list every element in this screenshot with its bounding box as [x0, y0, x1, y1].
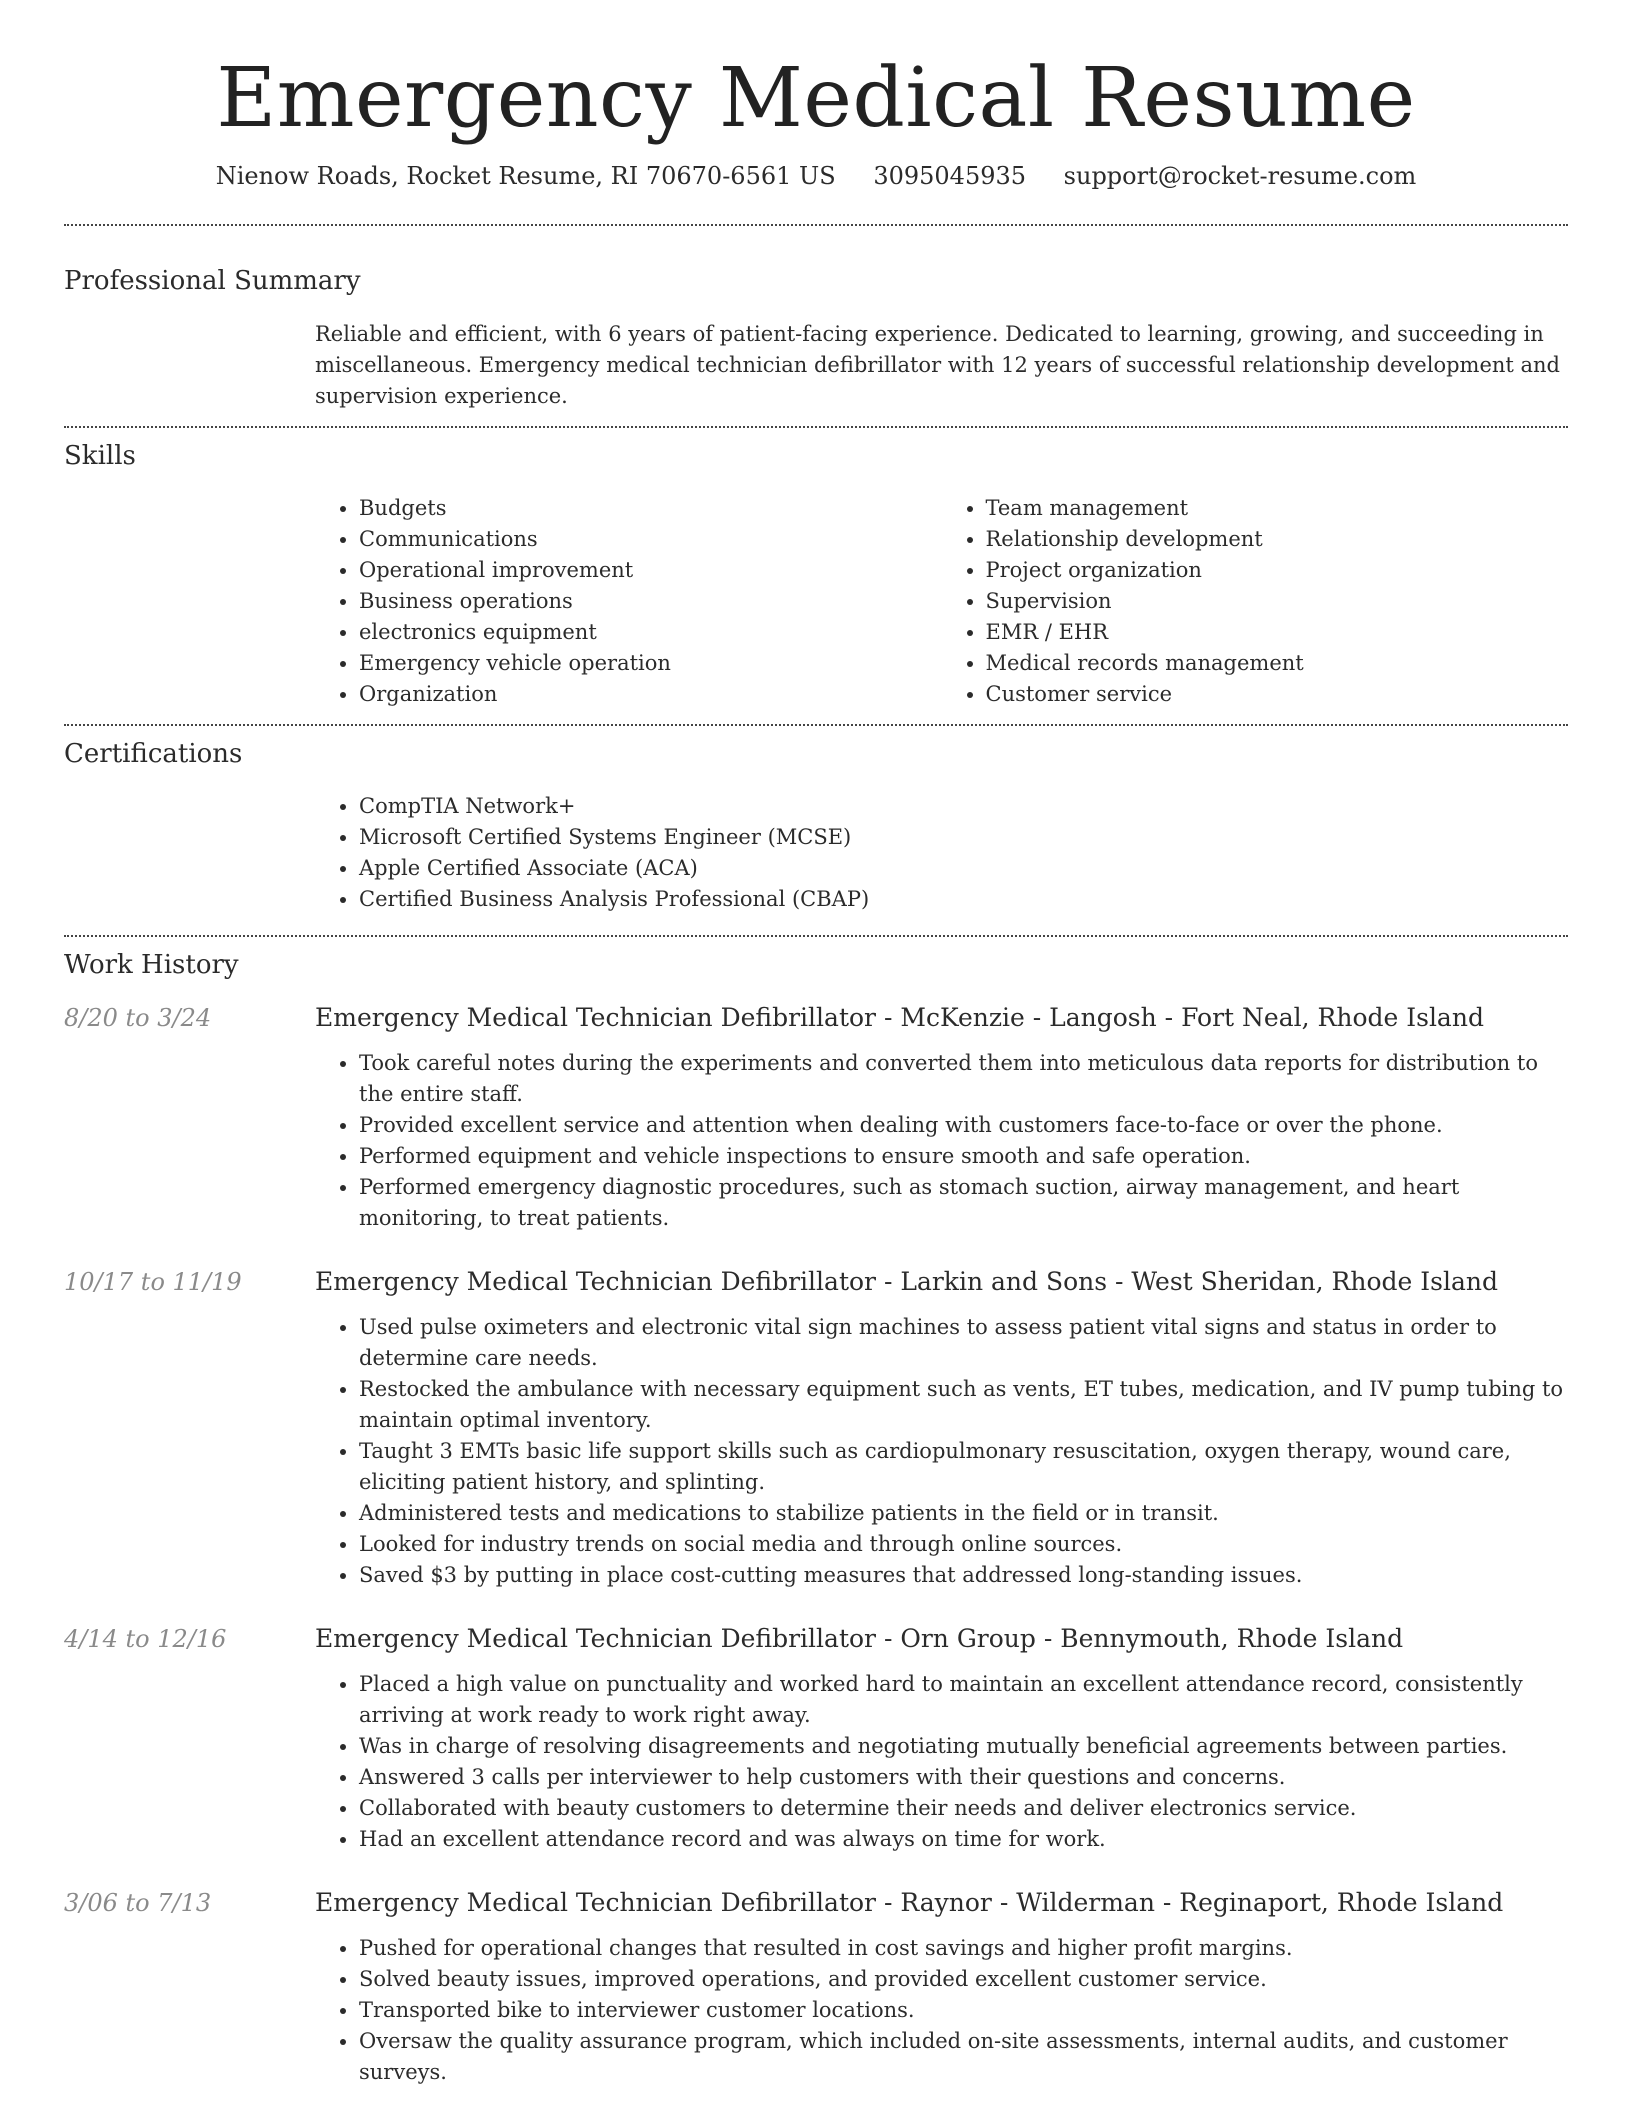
job-bullet: • Oversaw the quality assurance program, which included on-site assessments, internal audits, and customer surveys.	[359, 2026, 1568, 2088]
certifications-title: Certifications	[64, 739, 243, 770]
skill-item: • Budgets	[359, 493, 942, 524]
certification-item: • Microsoft Certified Systems Engineer (MCSE)	[359, 822, 1568, 853]
work-history-title: Work History	[64, 950, 239, 981]
job-bullet: • Administered tests and medications to stabilize patients in the field or in transit.	[359, 1498, 1568, 1529]
skills-columns	[315, 493, 1568, 710]
certification-item: • Certified Business Analysis Professional (CBAP)	[359, 884, 1568, 915]
job-entry	[64, 1265, 1568, 1591]
certifications-section	[64, 739, 1568, 915]
job-title: Emergency Medical Technician Defibrillator - McKenzie - Langosh - Fort Neal, Rhode Island	[315, 1003, 1484, 1033]
skills-title: Skills	[64, 441, 136, 472]
contact-line	[0, 162, 1632, 190]
job-bullet: • Had an excellent attendance record and was always on time for work.	[359, 1824, 1568, 1855]
skill-item: • electronics equipment	[359, 617, 942, 648]
job-entry	[64, 1001, 1568, 1234]
job-bullets	[315, 1669, 1568, 1855]
job-bullet: • Used pulse oximeters and electronic vital sign machines to assess patient vital signs and status in order to determine care needs.	[359, 1312, 1568, 1374]
job-dates: 8/20 to 3/24	[64, 1004, 212, 1033]
skill-item: • Organization	[359, 679, 942, 710]
skill-item: • Business operations	[359, 586, 942, 617]
summary-title: Professional Summary	[64, 266, 361, 297]
job-bullet: • Placed a high value on punctuality and worked hard to maintain an excellent attendance record, consistently arriving at work ready to work right away.	[359, 1669, 1568, 1731]
skills-right-list	[942, 493, 1569, 710]
job-bullet: • Provided excellent service and attention when dealing with customers face-to-face or over the phone.	[359, 1110, 1568, 1141]
job-bullets	[315, 1048, 1568, 1234]
divider	[64, 426, 1568, 428]
contact-address: Nienow Roads, Rocket Resume, RI 70670-6561 US	[215, 162, 836, 191]
job-bullet: • Restocked the ambulance with necessary equipment such as vents, ET tubes, medication, and IV pump tubing to maintain optimal inventory.	[359, 1374, 1568, 1436]
resume-name: Emergency Medical Resume	[216, 51, 1416, 146]
divider	[64, 724, 1568, 726]
job-bullet: • Transported bike to interviewer customer locations.	[359, 1995, 1568, 2026]
skill-item: • Relationship development	[986, 524, 1569, 555]
contact-phone: 3095045935	[873, 162, 1027, 191]
certification-item: • CompTIA Network+	[359, 791, 1568, 822]
skill-item: • Customer service	[986, 679, 1569, 710]
skill-item: • EMR / EHR	[986, 617, 1569, 648]
divider	[64, 935, 1568, 937]
skill-item: • Supervision	[986, 586, 1569, 617]
job-bullet: • Performed emergency diagnostic procedures, such as stomach suction, airway management, and heart monitoring, to treat patients.	[359, 1172, 1568, 1234]
job-bullet: • Saved $3 by putting in place cost-cutting measures that addressed long-standing issues.	[359, 1560, 1568, 1591]
job-bullet: • Was in charge of resolving disagreements and negotiating mutually beneficial agreements between parties.	[359, 1731, 1568, 1762]
job-title: Emergency Medical Technician Defibrillator - Raynor - Wilderman - Reginaport, Rhode Island	[315, 1888, 1504, 1918]
skill-item: • Operational improvement	[359, 555, 942, 586]
job-title: Emergency Medical Technician Defibrillator - Orn Group - Bennymouth, Rhode Island	[315, 1624, 1404, 1654]
job-bullet: • Pushed for operational changes that resulted in cost savings and higher profit margins.	[359, 1933, 1568, 1964]
job-title: Emergency Medical Technician Defibrillator - Larkin and Sons - West Sheridan, Rhode Island	[315, 1267, 1498, 1297]
skill-item: • Project organization	[986, 555, 1569, 586]
job-dates: 10/17 to 11/19	[64, 1268, 242, 1297]
summary-text: Reliable and efficient, with 6 years of patient-facing experience. Dedicated to learning, growing, and succeeding in miscellaneous. Emergency medical technician defibrillator with 12 years of successful relationship development and supervision experience.	[315, 322, 1560, 409]
job-dates: 4/14 to 12/16	[64, 1625, 227, 1654]
skills-section	[64, 441, 1568, 710]
job-bullet: • Answered 3 calls per interviewer to help customers with their questions and concerns.	[359, 1762, 1568, 1793]
job-bullet: • Performed equipment and vehicle inspections to ensure smooth and safe operation.	[359, 1141, 1568, 1172]
certification-item: • Apple Certified Associate (ACA)	[359, 853, 1568, 884]
skill-item: • Team management	[986, 493, 1569, 524]
summary-section	[64, 266, 1568, 412]
job-entry	[64, 1886, 1568, 2088]
job-bullet: • Collaborated with beauty customers to determine their needs and deliver electronics service.	[359, 1793, 1568, 1824]
job-bullet: • Solved beauty issues, improved operations, and provided excellent customer service.	[359, 1964, 1568, 1995]
job-bullet: • Took careful notes during the experiments and converted them into meticulous data reports for distribution to the entire staff.	[359, 1048, 1568, 1110]
skills-left-list	[315, 493, 942, 710]
skill-item: • Medical records management	[986, 648, 1569, 679]
job-entry	[64, 1622, 1568, 1855]
work-history-section	[64, 950, 1568, 2088]
skill-item: • Communications	[359, 524, 942, 555]
job-bullets	[315, 1933, 1568, 2088]
skill-item: • Emergency vehicle operation	[359, 648, 942, 679]
job-bullet: • Looked for industry trends on social media and through online sources.	[359, 1529, 1568, 1560]
certifications-body	[315, 791, 1568, 915]
certifications-list	[315, 791, 1568, 915]
contact-email: support@rocket-resume.com	[1063, 162, 1417, 191]
job-bullets	[315, 1312, 1568, 1591]
job-dates: 3/06 to 7/13	[64, 1889, 212, 1918]
divider	[64, 224, 1568, 226]
job-bullet: • Taught 3 EMTs basic life support skills such as cardiopulmonary resuscitation, oxygen therapy, wound care, eliciting patient history, and splinting.	[359, 1436, 1568, 1498]
